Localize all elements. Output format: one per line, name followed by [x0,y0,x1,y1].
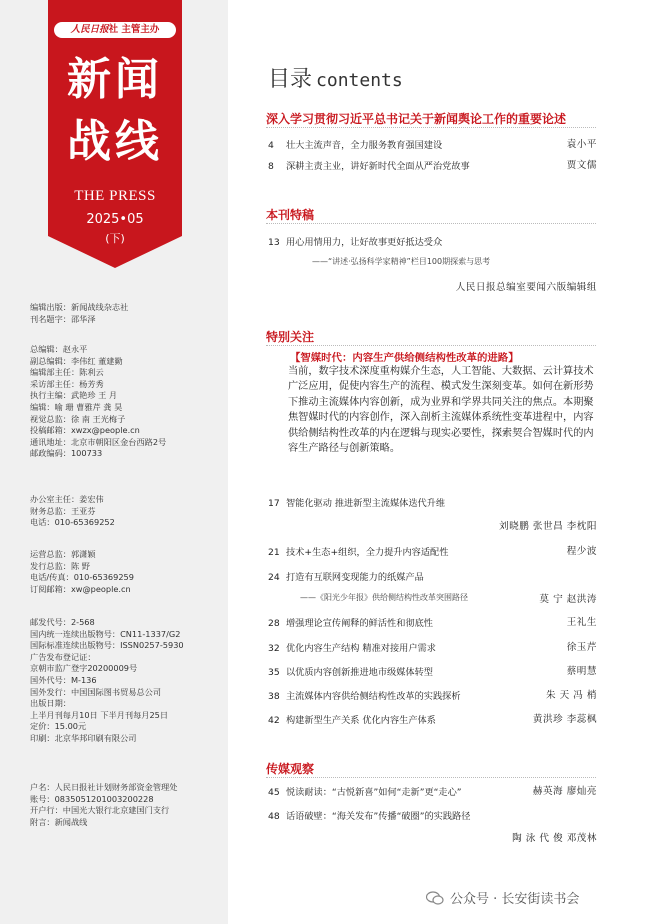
feature-title: 【智媒时代：内容生产供给侧结构性改革的进路】 [290,352,519,364]
info-line: 通讯地址：北京市朝阳区金台西路2号 [30,436,167,447]
feature-summary: 当前，数字技术深度重构媒介生态，人工智能、大数据、云计算技术广泛应用，促使内容生产的流程、模式发生深刻变革。如何在新形势下推动主流媒体内容创新，成为业界和学界共同关注的焦点。本期聚焦智媒时代的内容创作，深入剖析主流媒体系统性变革进程中，内容供给侧结构性改革的内在逻辑与现实必要性，探索契合智媒时代的内容生产路径与创新策略。 [288,366,594,455]
entry-subtitle: ——“讲述·弘扬科学家精神”栏目100期探索与思考 [312,257,491,266]
masthead-english: THE PRESS [74,188,156,204]
info-line: 编辑部主任：陈利云 [30,367,104,378]
section-divider [266,127,596,128]
info-line: 投稿邮箱：xwzx@people.cn [30,425,140,436]
entry-title: 以优质内容创新推进地市级媒体转型 [286,667,433,678]
page-number: 4 [268,140,274,151]
info-line: 总编辑：赵永平 [30,344,88,354]
page-number: 13 [268,237,280,248]
page-number: 32 [268,643,280,654]
entry-title: 深耕主责主业，讲好新时代全面从严治党故事 [286,161,470,172]
page-number: 8 [268,161,274,172]
section-heading-special: 本刊特稿 [266,208,315,222]
section-heading-focus: 特别关注 [266,330,315,344]
masthead-title-line2: 战线 [67,116,163,167]
entry-author: 黄洪珍 李蕊枫 [532,714,597,725]
info-line: 邮发代号：2-568 [30,617,95,627]
entry-title: 技术+生态+组织，全力提升内容适配性 [286,547,449,558]
entry-author: 贾文儒 [566,160,597,171]
info-line: 副总编辑：李伟红 董建勤 [30,355,123,366]
section-divider [266,223,596,224]
toc-entry[interactable] [268,664,598,678]
entry-title: 话语破壁：“海关发布”传播“破圈”的实践路径 [286,811,471,822]
toc-entry[interactable] [268,234,598,248]
toc-entry[interactable] [268,615,598,629]
entry-title: 打造有互联网变现能力的纸媒产品 [286,572,424,583]
page-number: 42 [268,715,280,726]
entry-subtitle: ——《阳光少年报》供给侧结构性改革突围路径 [300,593,468,602]
entry-title: 悦读耐读：“古悦新喜”如何“走新”更“走心” [286,787,462,798]
page-number: 35 [268,667,280,678]
info-line: 订阅邮箱：xw@people.cn [30,583,131,594]
entry-title: 优化内容生产结构 精准对接用户需求 [286,643,436,654]
info-line: 开户行：中国光大银行北京建国门支行 [30,805,170,816]
toc-title [268,62,403,93]
entry-author: 王礼生 [566,617,597,628]
section-heading-observation: 传媒观察 [266,762,315,776]
page-number: 48 [268,811,280,822]
entry-author: 人民日报总编室要闻六版编辑组 [455,282,597,293]
toc-title-cn: 目录 [268,67,313,92]
page-number: 24 [268,572,280,583]
entry-author: 赫英海 廖灿亮 [532,786,597,797]
toc-entry[interactable] [268,569,598,583]
section-heading-study: 深入学习贯彻习近平总书记关于新闻舆论工作的重要论述 [266,112,567,126]
info-line: 出版日期： [30,698,71,709]
toc-entry[interactable] [268,544,598,558]
page-number: 21 [268,547,280,558]
entry-title: 构建新型生产关系 优化内容生产体系 [286,715,436,726]
info-line: 广告发布登记证： [30,651,96,662]
info-line: 编辑出版：新闻战线杂志社 [30,302,129,312]
info-line: 办公室主任：姜宏伟 [30,494,104,504]
page-number: 28 [268,618,280,629]
info-line: 视觉总监：徐 南 王光梅子 [30,413,126,424]
entry-author: 陶 泳 代 俊 邓茂林 [512,833,597,844]
info-line: 附言：新闻战线 [30,816,88,827]
entry-title: 智能化驱动 推进新型主流媒体迭代升维 [286,498,446,509]
toc-entry[interactable] [268,808,598,822]
info-line: 印刷：北京华邦印刷有限公司 [30,732,137,743]
info-line: 上半月刊每月10日 下半月刊每月25日 [30,709,169,720]
issue-number: 2025•05 [86,212,144,227]
toc-entry[interactable] [268,640,598,654]
info-line: 电话：010-65369252 [30,517,115,528]
wechat-icon [426,891,444,905]
info-line: 编辑：喻 珊 曹雅芹 龚 昊 [30,401,123,412]
info-line: 邮政编码：100733 [30,448,103,459]
toc-title-en: contents [316,70,403,91]
issue-half: (下) [105,232,125,245]
toc-entry[interactable] [268,495,598,509]
info-line: 发行总监：陈 野 [30,560,90,571]
info-line: 刊名题字：邵华泽 [30,313,96,324]
entry-title: 主流媒体内容供给侧结构性改革的实践探析 [286,691,461,702]
info-line: 账号：0835051201003200228 [30,793,154,804]
info-line: 定价：15.00元 [30,721,87,732]
info-line: 国外代号：M-136 [30,674,97,685]
entry-author: 徐玉芹 [566,642,597,653]
entry-author: 刘晓鹏 张世昌 李枕阳 [499,521,597,532]
masthead-title-line1: 新闻 [67,54,163,105]
entry-title: 增强理论宣传阐释的鲜活性和彻底性 [286,618,433,629]
entry-author: 袁小平 [566,139,597,150]
page-number: 38 [268,691,280,702]
info-line: 户名：人民日报社计划财务部资金管理处 [30,782,178,792]
page-number: 17 [268,498,280,509]
section-divider [266,777,596,778]
info-line: 电话/传真：010-65369259 [30,572,134,583]
section-divider [266,345,596,346]
info-line: 采访部主任：杨芳秀 [30,378,104,389]
entry-title: 壮大主流声音，全力服务教育强国建设 [286,140,443,151]
entry-author: 程少波 [566,546,597,557]
publisher-logo: 人民日报 [70,24,109,35]
info-line: 执行主编：武艳珍 王 月 [30,390,118,401]
watermark: 公众号 · 长安街读书会 [450,892,580,907]
page-number: 45 [268,787,280,798]
entry-author: 朱 天 冯 梢 [545,690,597,701]
entry-author: 莫 宁 赵洪涛 [539,594,597,605]
info-line: 国际标准连续出版物号：ISSN0257-5930 [30,640,184,651]
entry-title: 用心用情用力，让好故事更好抵达受众 [286,237,443,248]
info-line: 京朝市监广登字20200009号 [30,663,138,674]
entry-author: 蔡明慧 [566,666,597,677]
publisher-suffix: 社 主管主办 [108,24,160,35]
toc-entry[interactable] [268,137,598,151]
info-line: 国外发行：中国国际图书贸易总公司 [30,686,162,697]
info-line: 财务总监：王亚芬 [30,505,96,516]
info-line: 国内统一连续出版物号：CN11-1337/G2 [30,628,181,639]
toc-entry[interactable] [268,158,598,172]
info-line: 运营总监：郭潇颖 [30,549,96,559]
